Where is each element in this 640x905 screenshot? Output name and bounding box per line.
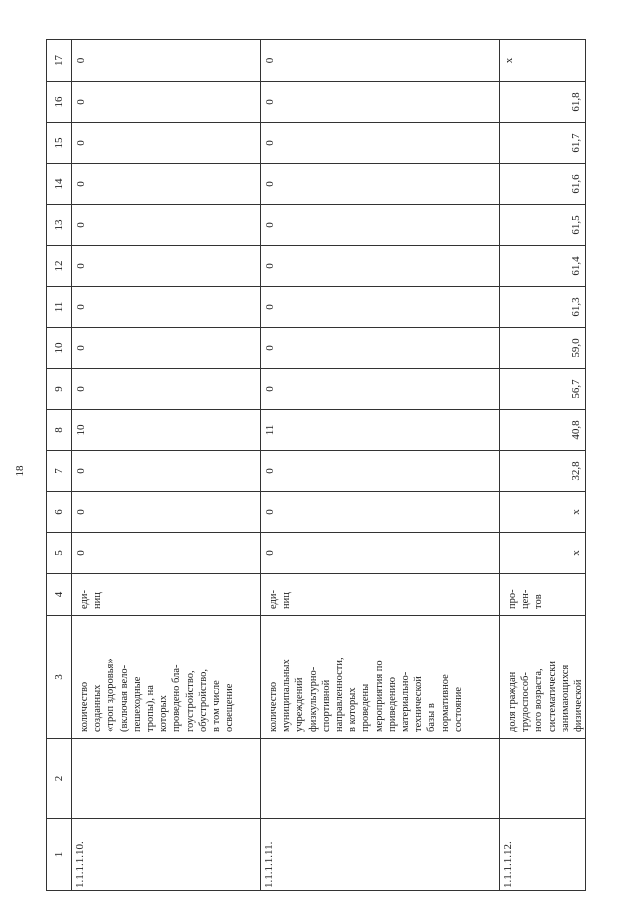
value-cell — [500, 82, 586, 123]
indicator-line: освещение — [224, 683, 236, 732]
value-cell: 0 — [72, 369, 261, 410]
column-header: 13 — [47, 205, 72, 246]
value-cell: 0 — [72, 533, 261, 574]
indicator-name — [500, 616, 586, 739]
indicator-line: базы в — [426, 703, 438, 732]
value-cell: 0 — [72, 492, 261, 533]
value-cell: 0 — [261, 40, 500, 82]
indicator-line: систематически — [546, 661, 558, 732]
value-cell — [500, 205, 586, 246]
value-cell — [500, 451, 586, 492]
indicator-line: доля граждан — [507, 671, 518, 732]
indicator-line: нормативное — [439, 674, 451, 732]
value-text: 61,6 — [570, 174, 583, 194]
value-cell: 0 — [261, 246, 500, 287]
indicator-line: материально- — [400, 671, 412, 732]
column-header: 16 — [47, 82, 72, 123]
value-cell: 0 — [261, 328, 500, 369]
value-cell: 0 — [261, 205, 500, 246]
value-cell: 0 — [72, 205, 261, 246]
indicator-line: «троп здоровья» — [105, 658, 117, 732]
value-cell — [500, 123, 586, 164]
page-number: 18 — [14, 465, 26, 477]
column-header: 10 — [47, 328, 72, 369]
indicator-line: занимающихся — [559, 664, 571, 732]
column-header: 14 — [47, 164, 72, 205]
unit-cell — [500, 574, 586, 616]
indicator-line: трудоспособ- — [520, 672, 532, 732]
column-header: 4 — [47, 574, 72, 616]
value-text: 61,4 — [570, 256, 583, 276]
indicator-line: учреждений — [294, 677, 306, 732]
indicator-line: состояние — [452, 686, 464, 732]
indicator-line: физической — [573, 679, 585, 732]
value-cell: 0 — [72, 451, 261, 492]
column-header: 11 — [47, 287, 72, 328]
value-cell: 0 — [261, 492, 500, 533]
indicator-line: количество — [268, 681, 279, 732]
indicator-line: проведено бла- — [171, 664, 183, 732]
column-header: 5 — [47, 533, 72, 574]
value-cell: 0 — [261, 82, 500, 123]
row-col2 — [500, 739, 586, 819]
column-header: 8 — [47, 410, 72, 451]
unit-line: ниц — [92, 592, 103, 609]
indicator-line: количество — [79, 681, 90, 732]
row-code: 1.1.1.1.10. — [72, 819, 261, 891]
column-header: 15 — [47, 123, 72, 164]
row-code: 1.1.1.1.11. — [261, 819, 500, 891]
row-col2 — [261, 739, 500, 819]
indicator-line: технической — [413, 676, 425, 732]
value-cell: x — [500, 40, 586, 82]
unit-cell — [72, 574, 261, 616]
table-row — [261, 40, 500, 891]
column-header: 1 — [47, 819, 72, 891]
value-cell — [500, 246, 586, 287]
value-cell — [500, 492, 586, 533]
value-text: 61,5 — [570, 215, 583, 235]
value-cell: 11 — [261, 410, 500, 451]
column-header: 2 — [47, 739, 72, 819]
value-text: 40,8 — [570, 420, 583, 440]
indicator-line: проведены — [360, 683, 372, 732]
value-text: 61,3 — [570, 297, 583, 317]
value-cell: 0 — [72, 123, 261, 164]
value-text: 61,8 — [570, 92, 583, 112]
indicator-line: направленности, — [334, 657, 346, 732]
rotated-table-container — [46, 55, 585, 891]
table-row — [72, 40, 261, 891]
unit-line: цен- — [520, 589, 531, 609]
value-text: 56,7 — [570, 379, 583, 399]
value-cell — [500, 328, 586, 369]
indicator-line: (включая вело- — [118, 664, 130, 732]
value-cell: 0 — [72, 40, 261, 82]
indicator-line: мероприятия по — [373, 660, 385, 732]
table-row — [500, 40, 586, 891]
value-cell — [500, 410, 586, 451]
row-col2 — [72, 739, 261, 819]
value-cell: 0 — [72, 328, 261, 369]
unit-line: ниц — [281, 592, 292, 609]
value-cell: 0 — [261, 287, 500, 328]
value-text: x — [570, 550, 583, 556]
unit-line: про- — [507, 589, 518, 609]
column-header: 6 — [47, 492, 72, 533]
value-cell — [500, 533, 586, 574]
value-cell: 0 — [261, 164, 500, 205]
value-cell — [500, 369, 586, 410]
indicator-line: пешеходные — [131, 676, 143, 732]
column-header: 7 — [47, 451, 72, 492]
value-cell: 0 — [72, 246, 261, 287]
indicator-line: ного возраста, — [533, 668, 545, 732]
value-text: x — [570, 509, 583, 515]
value-cell: 0 — [261, 123, 500, 164]
value-text: 32,8 — [570, 461, 583, 481]
value-text: 59,0 — [570, 338, 583, 358]
value-cell: 0 — [261, 369, 500, 410]
unit-line: тов — [533, 594, 544, 609]
value-cell — [500, 164, 586, 205]
indicator-line: тропы), на — [145, 685, 157, 732]
value-cell: 0 — [261, 533, 500, 574]
row-code: 1.1.1.1.12. — [500, 819, 586, 891]
unit-cell — [261, 574, 500, 616]
column-header: 9 — [47, 369, 72, 410]
indicator-line: приведению — [386, 677, 398, 732]
indicator-line: обустройство, — [197, 669, 209, 732]
indicators-table — [46, 39, 586, 891]
indicator-line: гоустройство, — [184, 670, 196, 732]
indicator-line: спортивной — [320, 679, 332, 732]
value-cell: 0 — [261, 451, 500, 492]
unit-line: еди- — [79, 590, 90, 609]
indicator-name — [72, 616, 261, 739]
unit-line: еди- — [268, 590, 279, 609]
value-cell: 0 — [72, 164, 261, 205]
indicator-line: в которых — [347, 687, 359, 732]
value-cell: 0 — [72, 287, 261, 328]
indicator-name — [261, 616, 500, 739]
indicator-line: созданных — [92, 684, 104, 732]
indicator-line: физкультурно- — [307, 666, 319, 732]
header-row — [47, 40, 72, 891]
indicator-line: в том числе — [211, 680, 223, 732]
column-header: 3 — [47, 616, 72, 739]
column-header: 12 — [47, 246, 72, 287]
column-header: 17 — [47, 40, 72, 82]
value-cell: 10 — [72, 410, 261, 451]
indicator-line: которых — [158, 695, 170, 732]
value-cell — [500, 287, 586, 328]
value-text: 61,7 — [570, 133, 583, 153]
indicator-line: муниципальных — [281, 659, 293, 732]
value-cell: 0 — [72, 82, 261, 123]
